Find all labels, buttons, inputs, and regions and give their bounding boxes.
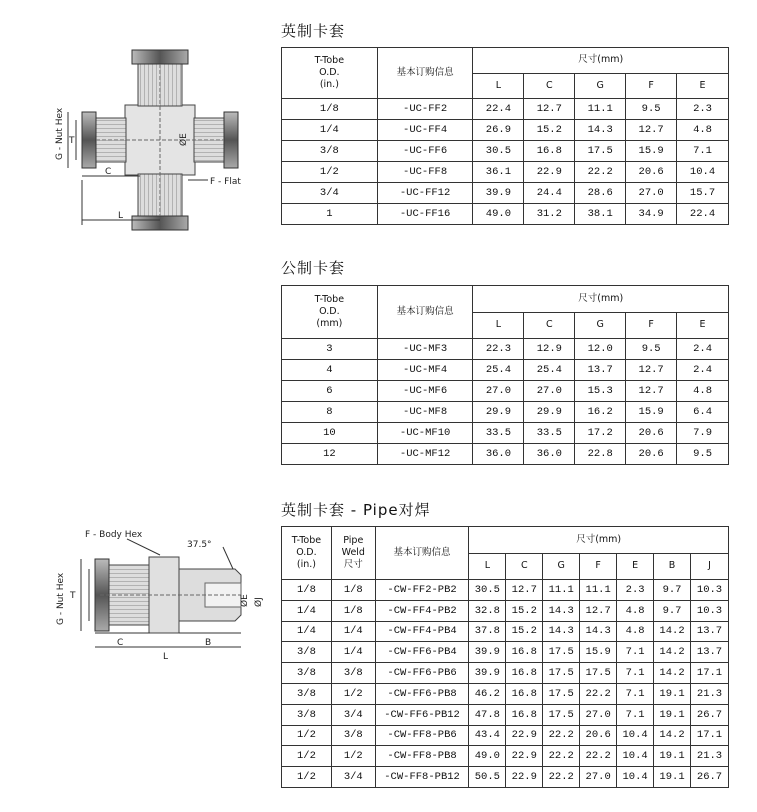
table-cell: 12.7 bbox=[626, 120, 677, 141]
c-label: C bbox=[105, 167, 112, 177]
tobe-header-line: T-Tobe bbox=[314, 294, 345, 305]
e-label: ØE bbox=[240, 594, 250, 607]
table-row bbox=[282, 99, 729, 120]
table-cell: 15.9 bbox=[626, 402, 677, 423]
table-cell: 22.3 bbox=[473, 339, 524, 360]
table-cell: 15.3 bbox=[575, 381, 626, 402]
table-cell: 3/8 bbox=[282, 683, 332, 704]
table-cell: -CW-FF6-PB8 bbox=[375, 683, 469, 704]
union-cross-diagram bbox=[40, 40, 290, 280]
table-cell: 26.7 bbox=[691, 704, 729, 725]
table-cell: -CW-FF6-PB4 bbox=[375, 642, 469, 663]
table-cell: 15.9 bbox=[626, 141, 677, 162]
table-row bbox=[282, 621, 729, 642]
table-cell: 1/8 bbox=[282, 580, 332, 601]
table-cell: 12.9 bbox=[524, 339, 575, 360]
table-cell: 22.9 bbox=[506, 725, 543, 746]
table-cell: 12 bbox=[282, 444, 378, 465]
col-header: G bbox=[575, 312, 626, 339]
table-row bbox=[282, 120, 729, 141]
table-cell: -UC-MF8 bbox=[377, 402, 473, 423]
table-cell: 1/4 bbox=[282, 120, 378, 141]
table-cell: -CW-FF4-PB2 bbox=[375, 600, 469, 621]
table-cell: -UC-FF4 bbox=[377, 120, 473, 141]
table-cell: 9.5 bbox=[626, 339, 677, 360]
table-cell: 9.5 bbox=[626, 99, 677, 120]
table-cell: 22.9 bbox=[506, 746, 543, 767]
col-header: F bbox=[626, 312, 677, 339]
table-cell: 20.6 bbox=[626, 444, 677, 465]
col-header: E bbox=[617, 553, 654, 580]
table-cell: 1/4 bbox=[282, 621, 332, 642]
nut-hex-right bbox=[224, 112, 238, 168]
table-cell: 19.1 bbox=[654, 683, 691, 704]
table-cell: 3 bbox=[282, 339, 378, 360]
table-cell: 8 bbox=[282, 402, 378, 423]
col-header: F bbox=[580, 553, 617, 580]
tobe-header bbox=[282, 286, 378, 339]
table-row bbox=[282, 162, 729, 183]
table-cell: 22.2 bbox=[580, 746, 617, 767]
col-header: F bbox=[626, 73, 677, 99]
table-cell: 17.5 bbox=[575, 141, 626, 162]
table-cell: 14.2 bbox=[654, 642, 691, 663]
table-cell: -UC-FF16 bbox=[377, 204, 473, 225]
col-header: C bbox=[506, 553, 543, 580]
order-header: 基本订购信息 bbox=[377, 48, 473, 99]
table-cell: 12.7 bbox=[626, 381, 677, 402]
table-cell: 3/8 bbox=[282, 141, 378, 162]
table-cell: 17.2 bbox=[575, 423, 626, 444]
size-header: 尺寸(mm) bbox=[473, 286, 729, 313]
table-cell: -UC-MF6 bbox=[377, 381, 473, 402]
table-cell: -UC-MF12 bbox=[377, 444, 473, 465]
table-cell: 1/2 bbox=[282, 162, 378, 183]
nut-hex-bottom bbox=[132, 216, 188, 230]
order-header: 基本订购信息 bbox=[375, 527, 469, 580]
table-cell: 10.4 bbox=[617, 746, 654, 767]
pipe-header-line: Weld bbox=[341, 547, 365, 558]
table-cell: 26.9 bbox=[473, 120, 524, 141]
table-cell: 12.7 bbox=[626, 360, 677, 381]
table-cell: 22.8 bbox=[575, 444, 626, 465]
table-cell: 9.7 bbox=[654, 580, 691, 601]
table-cell: 19.1 bbox=[654, 767, 691, 788]
table-cell: 39.9 bbox=[469, 642, 506, 663]
table-cell: 14.2 bbox=[654, 621, 691, 642]
table-cell: 25.4 bbox=[473, 360, 524, 381]
table-cell: 12.7 bbox=[580, 600, 617, 621]
table-cell: 10.4 bbox=[617, 767, 654, 788]
table-cell: 36.0 bbox=[473, 444, 524, 465]
table-cell: 33.5 bbox=[473, 423, 524, 444]
table-cell: 6.4 bbox=[677, 402, 729, 423]
table-row bbox=[282, 141, 729, 162]
col-header: B bbox=[654, 553, 691, 580]
table-row bbox=[282, 642, 729, 663]
table-cell: 32.8 bbox=[469, 600, 506, 621]
table-cell: 1/2 bbox=[282, 767, 332, 788]
table-cell: -CW-FF6-PB12 bbox=[375, 704, 469, 725]
table-cell: 22.9 bbox=[506, 767, 543, 788]
table-cell: 2.3 bbox=[677, 99, 729, 120]
table-cell: 3/4 bbox=[331, 704, 375, 725]
table-cell: 10.4 bbox=[617, 725, 654, 746]
table-cell: 22.4 bbox=[473, 99, 524, 120]
table-cell: 2.4 bbox=[677, 360, 729, 381]
table-cell: 19.1 bbox=[654, 704, 691, 725]
table-row bbox=[282, 580, 729, 601]
nut-hex-left bbox=[82, 112, 96, 168]
section-title-imperial-cross: 英制卡套 bbox=[281, 22, 346, 40]
table-cell: -CW-FF8-PB6 bbox=[375, 725, 469, 746]
table-cell: 17.5 bbox=[543, 663, 580, 684]
table-cell: 39.9 bbox=[469, 663, 506, 684]
table-cell: 24.4 bbox=[524, 183, 575, 204]
table-row bbox=[282, 444, 729, 465]
f-flat-label: F - Flat bbox=[210, 177, 241, 187]
table-cell: 27.0 bbox=[473, 381, 524, 402]
table-cell: 14.3 bbox=[580, 621, 617, 642]
table-row bbox=[282, 767, 729, 788]
table-cell: 20.6 bbox=[626, 162, 677, 183]
b-label: B bbox=[205, 638, 212, 648]
table-cell: 26.7 bbox=[691, 767, 729, 788]
tobe-header-line: O.D. bbox=[319, 306, 340, 317]
table-cell: 4.8 bbox=[677, 120, 729, 141]
g-nut-hex-label: G - Nut Hex bbox=[56, 572, 66, 625]
table-cell: 16.8 bbox=[506, 663, 543, 684]
table-row bbox=[282, 725, 729, 746]
tobe-header-line: O.D. bbox=[319, 67, 340, 78]
col-header: G bbox=[575, 73, 626, 99]
table-cell: 1/2 bbox=[331, 746, 375, 767]
table-cell: 4 bbox=[282, 360, 378, 381]
section-title-imperial-weld: 英制卡套 - Pipe对焊 bbox=[281, 501, 431, 519]
table-cell: 50.5 bbox=[469, 767, 506, 788]
table-row bbox=[282, 683, 729, 704]
table-cell: -CW-FF2-PB2 bbox=[375, 580, 469, 601]
table-cell: 1/2 bbox=[331, 683, 375, 704]
table-cell: 15.2 bbox=[506, 600, 543, 621]
table-cell: 49.0 bbox=[469, 746, 506, 767]
pipe-header-line: Pipe bbox=[343, 535, 364, 546]
table-cell: 21.3 bbox=[691, 683, 729, 704]
table-cell: 29.9 bbox=[524, 402, 575, 423]
col-header: C bbox=[524, 312, 575, 339]
table-cell: 4.8 bbox=[617, 621, 654, 642]
table-cell: 1/2 bbox=[282, 725, 332, 746]
col-header: G bbox=[543, 553, 580, 580]
table-cell: 13.7 bbox=[575, 360, 626, 381]
tobe-header-line: (mm) bbox=[316, 318, 343, 329]
table-cell: 38.1 bbox=[575, 204, 626, 225]
table-cell: 17.5 bbox=[543, 642, 580, 663]
table-cell: 1/2 bbox=[282, 746, 332, 767]
table-row bbox=[282, 423, 729, 444]
table-cell: 20.6 bbox=[626, 423, 677, 444]
table-cell: 9.5 bbox=[677, 444, 729, 465]
col-header: C bbox=[524, 73, 575, 99]
order-header: 基本订购信息 bbox=[377, 286, 473, 339]
table-cell: 1/8 bbox=[331, 580, 375, 601]
table-cell: 14.2 bbox=[654, 663, 691, 684]
table-row bbox=[282, 360, 729, 381]
table-cell: -UC-MF4 bbox=[377, 360, 473, 381]
table-row bbox=[282, 204, 729, 225]
table-cell: 17.1 bbox=[691, 663, 729, 684]
table-cell: 36.1 bbox=[473, 162, 524, 183]
table-cell: 17.1 bbox=[691, 725, 729, 746]
table-row bbox=[282, 663, 729, 684]
tobe-header bbox=[282, 527, 332, 580]
table-cell: 22.2 bbox=[543, 767, 580, 788]
table-cell: 16.8 bbox=[506, 642, 543, 663]
g-nut-hex-label: G - Nut Hex bbox=[55, 107, 65, 160]
f-body-hex-label: F - Body Hex bbox=[85, 530, 143, 540]
table-cell: 22.2 bbox=[543, 725, 580, 746]
table-cell: -UC-FF12 bbox=[377, 183, 473, 204]
col-header: E bbox=[677, 312, 729, 339]
table-row bbox=[282, 402, 729, 423]
col-header: J bbox=[691, 553, 729, 580]
table-cell: 10.4 bbox=[677, 162, 729, 183]
table-cell: 22.2 bbox=[543, 746, 580, 767]
table-cell: 1/4 bbox=[331, 621, 375, 642]
table-cell: 15.2 bbox=[524, 120, 575, 141]
table-cell: 25.4 bbox=[524, 360, 575, 381]
c-label: C bbox=[117, 638, 124, 648]
table-cell: 15.2 bbox=[506, 621, 543, 642]
table-row bbox=[282, 704, 729, 725]
table-cell: 36.0 bbox=[524, 444, 575, 465]
col-header: L bbox=[473, 312, 524, 339]
table-cell: 4.8 bbox=[677, 381, 729, 402]
table-cell: 28.6 bbox=[575, 183, 626, 204]
table-cell: 17.5 bbox=[543, 683, 580, 704]
table-cell: 12.0 bbox=[575, 339, 626, 360]
table-cell: -UC-MF10 bbox=[377, 423, 473, 444]
table-cell: 14.3 bbox=[543, 600, 580, 621]
table-cell: 14.3 bbox=[543, 621, 580, 642]
table-cell: 11.1 bbox=[543, 580, 580, 601]
table-cell: 33.5 bbox=[524, 423, 575, 444]
table-cell: 17.5 bbox=[580, 663, 617, 684]
l-label: L bbox=[163, 652, 169, 662]
table-cell: 30.5 bbox=[469, 580, 506, 601]
pipe-header bbox=[331, 527, 375, 580]
t-label: T bbox=[70, 591, 76, 601]
table-cell: 10 bbox=[282, 423, 378, 444]
table-cell: 4.8 bbox=[617, 600, 654, 621]
table-cell: 14.2 bbox=[654, 725, 691, 746]
table-cell: 7.1 bbox=[617, 683, 654, 704]
table-cell: 19.1 bbox=[654, 746, 691, 767]
table-cell: 22.4 bbox=[677, 204, 729, 225]
tobe-header-line: (in.) bbox=[296, 559, 316, 570]
t-label: T bbox=[69, 136, 75, 146]
table-cell: 27.0 bbox=[580, 767, 617, 788]
angle-label: 37.5° bbox=[187, 540, 212, 550]
table-cell: 22.2 bbox=[580, 683, 617, 704]
table-row bbox=[282, 746, 729, 767]
table-cell: 37.8 bbox=[469, 621, 506, 642]
table-cell: 2.4 bbox=[677, 339, 729, 360]
table-cell: 10.3 bbox=[691, 600, 729, 621]
table-cell: -CW-FF4-PB4 bbox=[375, 621, 469, 642]
table-cell: 21.3 bbox=[691, 746, 729, 767]
table-cell: 3/4 bbox=[282, 183, 378, 204]
imperial-cross-table bbox=[281, 47, 729, 225]
table-cell: 16.8 bbox=[506, 704, 543, 725]
table-cell: 3/8 bbox=[331, 725, 375, 746]
nut-hex-top bbox=[132, 50, 188, 64]
table-cell: -CW-FF6-PB6 bbox=[375, 663, 469, 684]
table-cell: 7.1 bbox=[617, 663, 654, 684]
table-cell: 12.7 bbox=[524, 99, 575, 120]
table-cell: 31.2 bbox=[524, 204, 575, 225]
table-cell: -UC-FF6 bbox=[377, 141, 473, 162]
table-cell: 11.1 bbox=[580, 580, 617, 601]
table-cell: 10.3 bbox=[691, 580, 729, 601]
table-cell: 15.9 bbox=[580, 642, 617, 663]
table-cell: 34.9 bbox=[626, 204, 677, 225]
table-cell: 6 bbox=[282, 381, 378, 402]
e-label: ØE bbox=[179, 133, 189, 146]
table-cell: -CW-FF8-PB12 bbox=[375, 767, 469, 788]
tobe-header-line: T-Tobe bbox=[314, 55, 345, 66]
table-cell: 3/4 bbox=[331, 767, 375, 788]
table-cell: 7.1 bbox=[677, 141, 729, 162]
col-header: L bbox=[473, 73, 524, 99]
table-cell: 7.1 bbox=[617, 704, 654, 725]
table-cell: 30.5 bbox=[473, 141, 524, 162]
table-cell: 16.8 bbox=[506, 683, 543, 704]
table-cell: 16.8 bbox=[524, 141, 575, 162]
table-cell: 13.7 bbox=[691, 642, 729, 663]
table-cell: 3/8 bbox=[331, 663, 375, 684]
table-cell: 47.8 bbox=[469, 704, 506, 725]
table-cell: 1/4 bbox=[331, 642, 375, 663]
table-cell: 3/8 bbox=[282, 704, 332, 725]
table-cell: 1/8 bbox=[282, 99, 378, 120]
metric-cross-table bbox=[281, 285, 729, 465]
table-cell: -UC-MF3 bbox=[377, 339, 473, 360]
j-label: ØJ bbox=[254, 597, 264, 607]
col-header: E bbox=[677, 73, 729, 99]
table-cell: 15.7 bbox=[677, 183, 729, 204]
table-cell: 11.1 bbox=[575, 99, 626, 120]
table-row bbox=[282, 339, 729, 360]
pipe-weld-connector-diagram bbox=[45, 525, 275, 665]
table-cell: 1/4 bbox=[282, 600, 332, 621]
table-cell: 22.9 bbox=[524, 162, 575, 183]
table-cell: 22.2 bbox=[575, 162, 626, 183]
table-cell: 43.4 bbox=[469, 725, 506, 746]
table-cell: 7.1 bbox=[617, 642, 654, 663]
table-cell: 3/8 bbox=[282, 663, 332, 684]
table-cell: 2.3 bbox=[617, 580, 654, 601]
table-cell: -UC-FF2 bbox=[377, 99, 473, 120]
size-header: 尺寸(mm) bbox=[473, 48, 729, 74]
table-cell: 13.7 bbox=[691, 621, 729, 642]
table-cell: 9.7 bbox=[654, 600, 691, 621]
table-cell: 1 bbox=[282, 204, 378, 225]
table-cell: 27.0 bbox=[524, 381, 575, 402]
pipe-header-line: 尺寸 bbox=[343, 559, 363, 570]
table-row bbox=[282, 183, 729, 204]
table-cell: 17.5 bbox=[543, 704, 580, 725]
table-cell: 29.9 bbox=[473, 402, 524, 423]
table-cell: 7.9 bbox=[677, 423, 729, 444]
table-cell: 3/8 bbox=[282, 642, 332, 663]
table-cell: 27.0 bbox=[580, 704, 617, 725]
tobe-header bbox=[282, 48, 378, 99]
table-cell: -UC-FF8 bbox=[377, 162, 473, 183]
table-cell: 27.0 bbox=[626, 183, 677, 204]
table-row bbox=[282, 381, 729, 402]
table-cell: 39.9 bbox=[473, 183, 524, 204]
imperial-weld-table bbox=[281, 526, 729, 788]
table-cell: 1/8 bbox=[331, 600, 375, 621]
table-cell: 20.6 bbox=[580, 725, 617, 746]
tobe-header-line: O.D. bbox=[296, 547, 317, 558]
table-cell: -CW-FF8-PB8 bbox=[375, 746, 469, 767]
tobe-header-line: T-Tobe bbox=[291, 535, 322, 546]
table-cell: 16.2 bbox=[575, 402, 626, 423]
col-header: L bbox=[469, 553, 506, 580]
size-header: 尺寸(mm) bbox=[469, 527, 729, 554]
section-title-metric-cross: 公制卡套 bbox=[281, 259, 346, 277]
table-row bbox=[282, 600, 729, 621]
table-cell: 49.0 bbox=[473, 204, 524, 225]
table-cell: 14.3 bbox=[575, 120, 626, 141]
tobe-header-line: (in.) bbox=[319, 79, 339, 90]
l-label: L bbox=[118, 211, 124, 221]
table-cell: 46.2 bbox=[469, 683, 506, 704]
table-cell: 12.7 bbox=[506, 580, 543, 601]
